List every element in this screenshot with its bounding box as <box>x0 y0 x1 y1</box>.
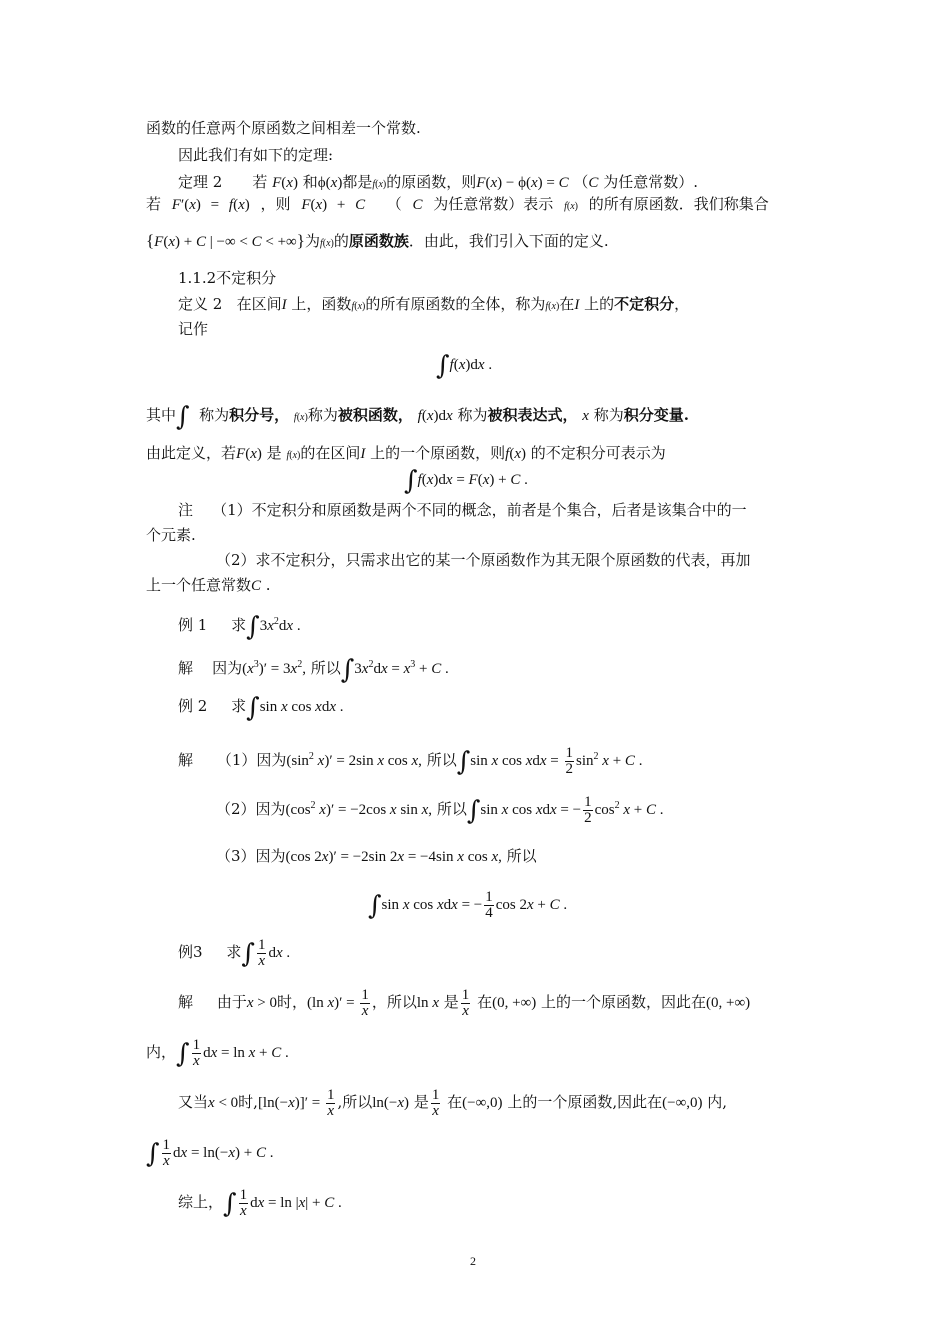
text-line: 综上，∫ $\frac{1}{x}$ dx = ln |x| + C . <box>178 1187 342 1219</box>
text-line: 由此定义，若F(x) 是 f(x)的在区间I 上的一个原函数，则f(x) 的不定积分可表示为 <box>146 444 666 462</box>
solution-2-part-3: （3）因为(cos 2x)′ = −2sin 2x = −4sin x cos x, 所以 <box>216 847 537 865</box>
page-number: 2 <box>470 1254 476 1268</box>
example-2: 例 2 求∫sin x cos xdx . <box>178 693 344 723</box>
note-1: 注 （1）不定积分和原函数是两个不同的概念，前者是个集合，后者是该集合中的一 <box>178 501 747 519</box>
solution-2-part-2: （2）因为($\cos^2$ x)′ = −2cos x sin x, 所以∫sin x cos xdx = − $\frac{1}{2}$ $\cos^2 x + C$ . <box>216 794 664 826</box>
solution-3: 解 由于x > 0时，(ln x)′ = $\frac{1}{x}$ ，所以ln x 是 $\frac{1}{x}$ 在(0, +∞) 上的一个原函数，因此在(0, +∞) <box>178 987 751 1019</box>
solution-1: 解 因为$(x^3)' = 3x^2$, 所以$\int 3x^2dx = x^3 + C$ . <box>178 655 449 685</box>
text-line: 上一个任意常数C . <box>146 576 271 594</box>
text-line: 函数的任意两个原函数之间相差一个常数. <box>146 119 421 137</box>
text-line: 又当x < 0时,[ln(−x)]′ = $\frac{1}{x}$ ,所以ln(−x) 是 $\frac{1}{x}$ 在(−∞,0) 上的一个原函数,因此在(−∞,0) 内, <box>178 1087 728 1119</box>
note-2: （2）求不定积分，只需求出它的某一个原函数作为其无限个原函数的代表，再加 <box>216 551 751 569</box>
text-line: 若 F′(x) = f(x) ，则 F(x) + C （ C 为任意常数）表示 f(x) 的所有原函数．我们称集合 <box>146 195 769 213</box>
solution-2-part-1: 解 （1）因为($\sin^2$ x)′ = 2sin x cos x, 所以∫sin x cos xdx = $\frac{1}{2}$ $\sin^2 x + C$ . <box>178 745 643 777</box>
formula-negative-case: ∫ $\frac{1}{x}$ dx = ln(−x) + C . <box>146 1137 274 1169</box>
formula-example-2: ∫sin x cos xdx = − $\frac{1}{4}$ cos 2x + C . <box>368 889 568 921</box>
theorem-2: 定理 2 若 F(x) 和ϕ(x)都是f(x)的原函数，则F(x) − ϕ(x) = C （C 为任意常数）. <box>178 173 698 191</box>
definition-2: 定义 2 在区间I 上，函数f(x)的所有原函数的全体，称为f(x)在I 上的不定积分， <box>178 295 690 313</box>
text-line: 个元素. <box>146 526 196 544</box>
formula-indefinite-integral: ∫f(x)dx . <box>436 351 493 381</box>
text-line: 因此我们有如下的定理: <box>178 146 334 164</box>
text-line: {F(x) + C | −∞ < C < +∞}为f(x)的原函数族．由此，我们引入下面的定义. <box>146 231 609 250</box>
text-line: 其中∫ 称为积分号， f(x)称为被积函数， f(x)dx 称为被积表达式， x 称为积分变量. <box>146 402 689 432</box>
example-3: 例3 求∫ $\frac{1}{x}$ dx . <box>178 937 291 969</box>
text-line: 内，∫ $\frac{1}{x}$ dx = ln x + C . <box>146 1037 289 1069</box>
example-1: 例 1 求$\int 3x^2dx$ . <box>178 612 301 642</box>
text-line: 记作 <box>178 320 209 338</box>
formula-integral-def: ∫f(x)dx = F(x) + C . <box>404 466 528 496</box>
section-heading: 1.1.2不定积分 <box>178 269 277 287</box>
